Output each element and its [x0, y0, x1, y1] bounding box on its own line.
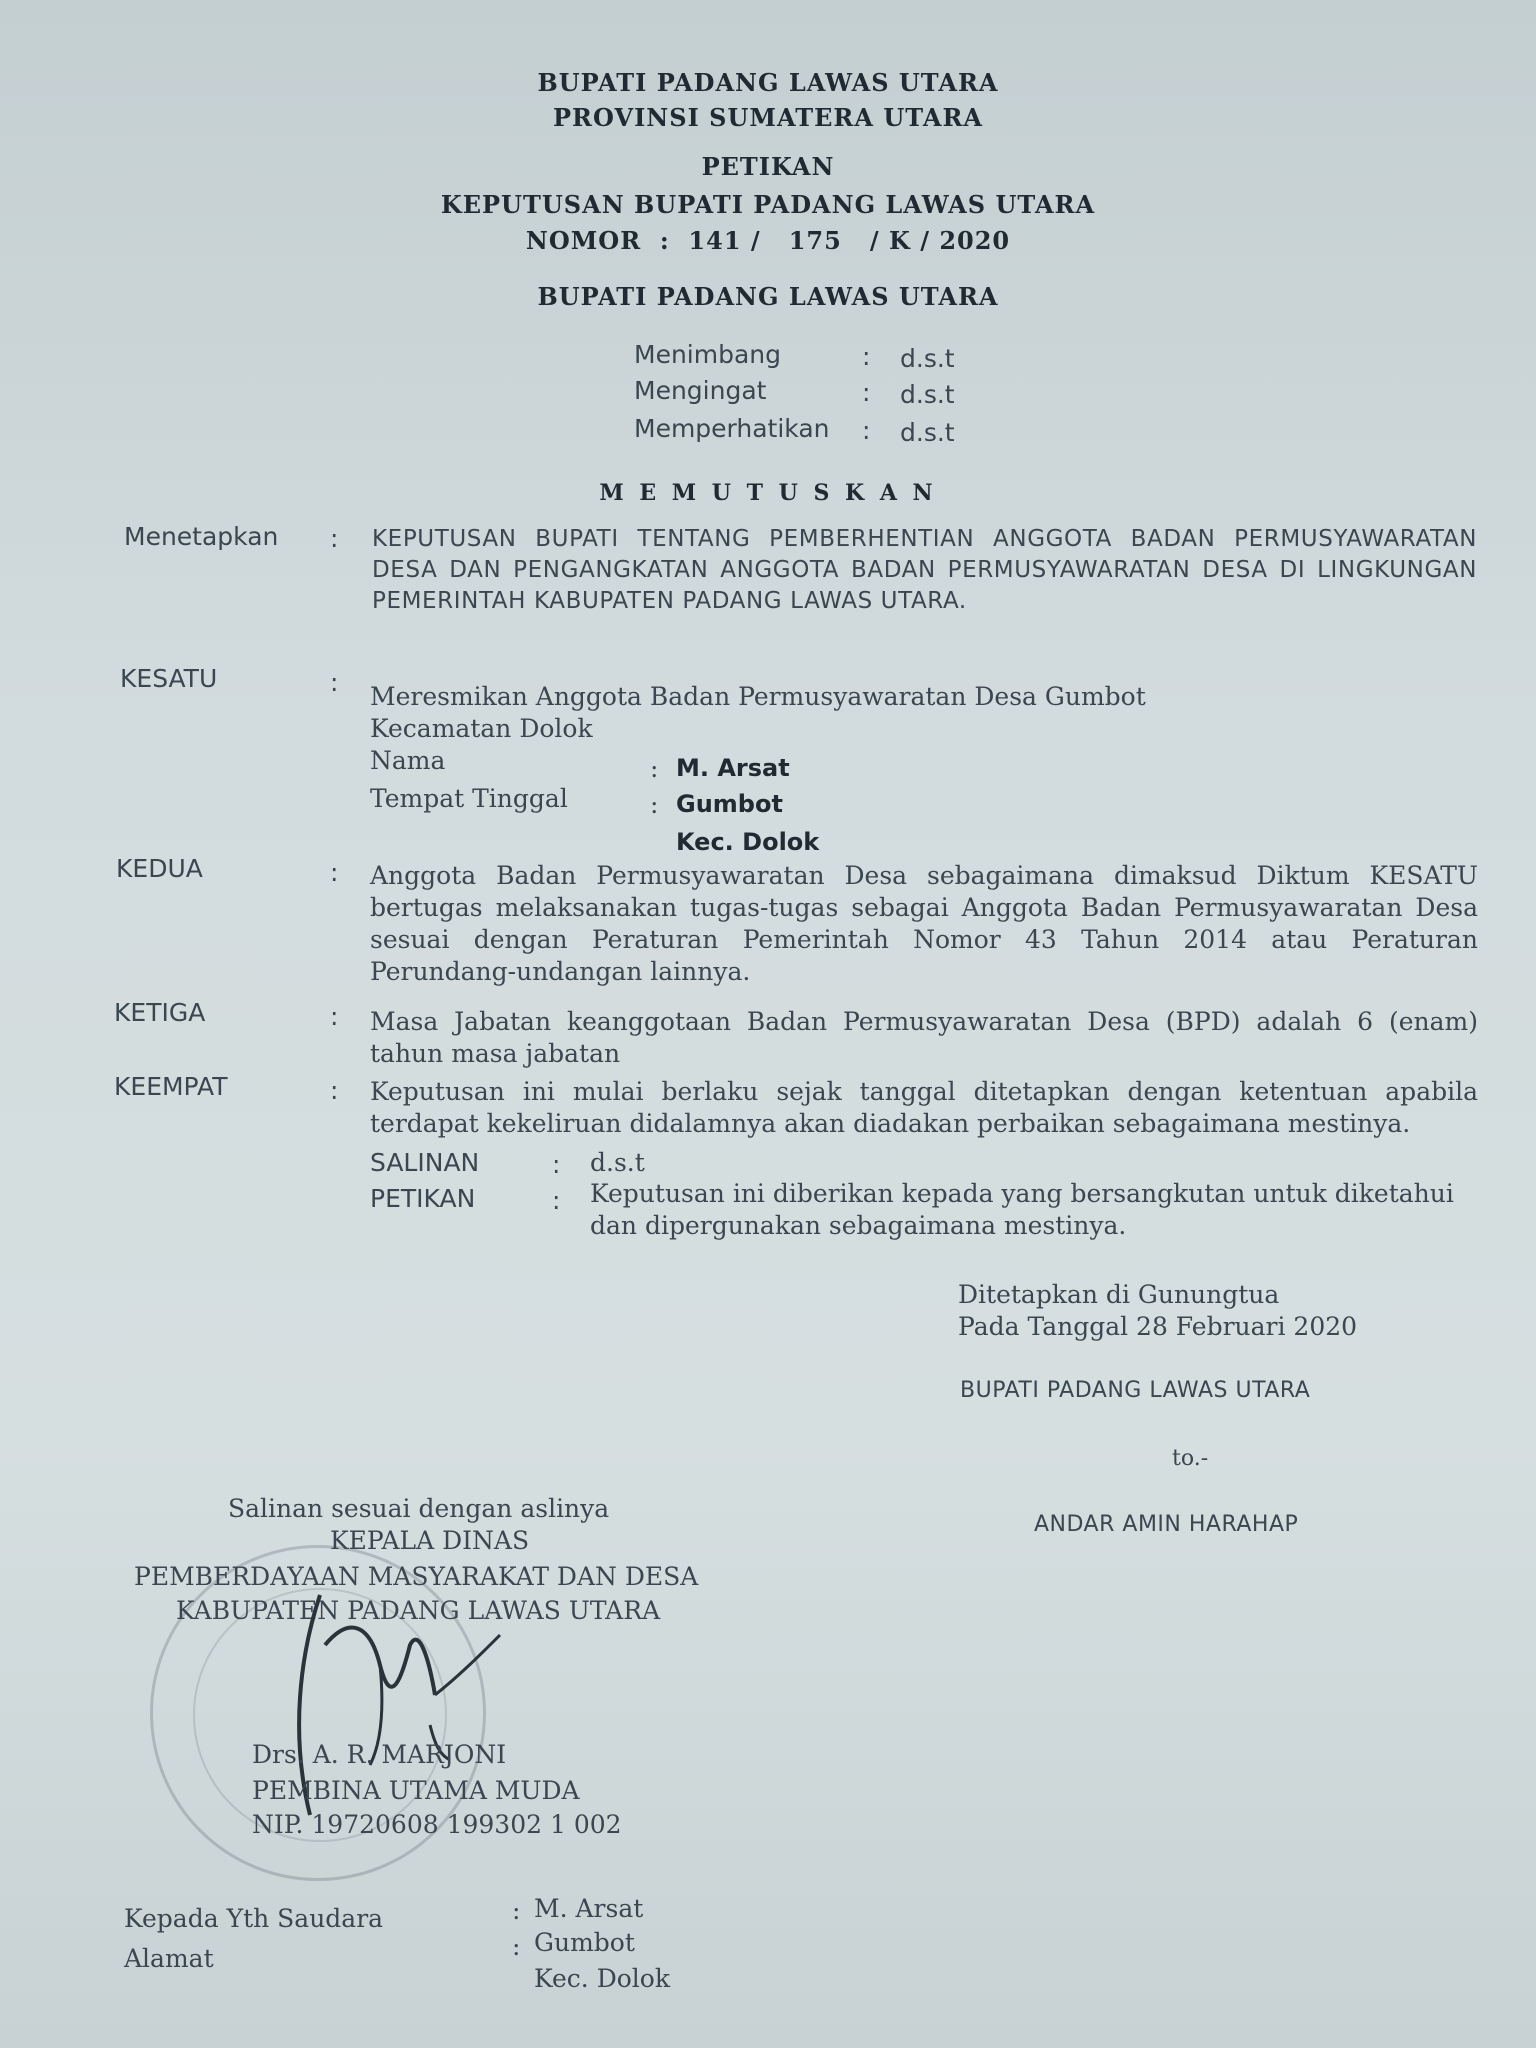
- kesatu-tempat-value: Gumbot: [676, 790, 783, 818]
- ketiga-text: Masa Jabatan keanggotaan Badan Permusyawaratan Desa (BPD) adalah 6 (enam) tahun masa jabatan: [370, 1007, 1478, 1068]
- kesatu-line2: Kecamatan Dolok: [370, 714, 593, 743]
- petikan-label: PETIKAN: [370, 1184, 476, 1213]
- memperhatikan-sep: :: [862, 416, 871, 445]
- signer-rank: PEMBINA UTAMA MUDA: [252, 1776, 580, 1805]
- kesatu-nama-value: M. Arsat: [676, 754, 790, 782]
- ketiga-label: KETIGA: [114, 998, 206, 1027]
- mengingat-sep: :: [862, 378, 871, 407]
- salinan-label: SALINAN: [370, 1148, 480, 1177]
- kesatu-nama-label: Nama: [370, 746, 446, 775]
- kedua-label: KEDUA: [116, 854, 203, 883]
- alamat-sep: :: [512, 1932, 521, 1961]
- signer-nip: NIP. 19720608 199302 1 002: [252, 1810, 622, 1839]
- salinan-sesuai-line4: KABUPATEN PADANG LAWAS UTARA: [176, 1596, 661, 1625]
- mengingat-label: Mengingat: [634, 376, 767, 405]
- memperhatikan-value: d.s.t: [900, 418, 955, 447]
- alamat-value: Gumbot: [534, 1928, 635, 1957]
- kepada-value: M. Arsat: [534, 1894, 644, 1923]
- menetapkan-sep: :: [330, 524, 339, 553]
- petikan-text: Keputusan ini diberikan kepada yang bersangkutan untuk diketahui dan dipergunakan sebagaimana mestinya.: [590, 1179, 1454, 1240]
- salinan-sesuai-line1: Salinan sesuai dengan aslinya: [228, 1494, 610, 1523]
- header-nomor: NOMOR : 141 / 175 / K / 2020: [525, 226, 1011, 255]
- kesatu-line1: Meresmikan Anggota Badan Permusyawaratan Desa Gumbot: [370, 682, 1146, 711]
- kedua-text: Anggota Badan Permusyawaratan Desa sebagaimana dimaksud Diktum KESATU bertugas melaksanakan tugas-tugas sebagai Anggota Badan Permusyawaratan Desa sesuai dengan Peraturan Pemerintah Nomor 43 Tahun 2014 atau Peraturan Perundang-undangan lainnya.: [370, 861, 1478, 986]
- header-keputusan: KEPUTUSAN BUPATI PADANG LAWAS UTARA: [440, 190, 1096, 219]
- keempat-label: KEEMPAT: [114, 1072, 228, 1101]
- header-petikan: PETIKAN: [701, 152, 835, 181]
- menetapkan-label: Menetapkan: [124, 522, 279, 551]
- mengingat-value: d.s.t: [900, 380, 955, 409]
- petikan-sep: :: [552, 1186, 561, 1215]
- menimbang-value: d.s.t: [900, 344, 955, 373]
- keempat-sep: :: [330, 1076, 339, 1105]
- kepada-sep: :: [512, 1896, 521, 1925]
- menetapkan-text: KEPUTUSAN BUPATI TENTANG PEMBERHENTIAN ANGGOTA BADAN PERMUSYAWARATAN DESA DAN PENGANGKATAN ANGGOTA BADAN PERMUSYAWARATAN DESA DI LINGKUNGAN PEMERINTAH KABUPATEN PADANG LAWAS UTARA.: [372, 526, 1477, 614]
- header-line1: BUPATI PADANG LAWAS UTARA: [537, 68, 999, 97]
- salinan-sesuai-line3: PEMBERDAYAAN MASYARAKAT DAN DESA: [134, 1562, 699, 1591]
- kesatu-tempat-value2: Kec. Dolok: [676, 828, 820, 856]
- ditetapkan-line1: Ditetapkan di Gunungtua: [958, 1280, 1280, 1309]
- kesatu-tempat-sep: :: [650, 790, 659, 819]
- alamat-value2: Kec. Dolok: [534, 1964, 670, 1993]
- ditetapkan-title: BUPATI PADANG LAWAS UTARA: [960, 1378, 1311, 1403]
- kesatu-sep: :: [330, 668, 339, 697]
- kesatu-nama-sep: :: [650, 754, 659, 783]
- salinan-value: d.s.t: [590, 1148, 645, 1177]
- signer-name: Drs. A. R. MARJONI: [252, 1740, 507, 1769]
- memutuskan-heading: M E M U T U S K A N: [599, 480, 937, 506]
- salinan-sesuai-line2: KEPALA DINAS: [330, 1526, 530, 1555]
- menimbang-label: Menimbang: [634, 340, 781, 369]
- ditetapkan-name: ANDAR AMIN HARAHAP: [1034, 1512, 1299, 1537]
- menimbang-sep: :: [862, 342, 871, 371]
- header-bupati: BUPATI PADANG LAWAS UTARA: [537, 282, 999, 311]
- header-line2: PROVINSI SUMATERA UTARA: [552, 103, 984, 132]
- ditetapkan-line2: Pada Tanggal 28 Februari 2020: [958, 1312, 1358, 1341]
- ketiga-sep: :: [330, 1002, 339, 1031]
- kesatu-label: KESATU: [120, 664, 218, 693]
- ditetapkan-to: to.-: [1172, 1446, 1209, 1471]
- kedua-sep: :: [330, 858, 339, 887]
- kesatu-tempat-label: Tempat Tinggal: [370, 784, 568, 813]
- keempat-text: Keputusan ini mulai berlaku sejak tanggal ditetapkan dengan ketentuan apabila terdapat kekeliruan didalamnya akan diadakan perbaikan sebagaimana mestinya.: [370, 1077, 1478, 1138]
- salinan-sep: :: [552, 1150, 561, 1179]
- kepada-label: Kepada Yth Saudara: [124, 1904, 384, 1933]
- alamat-label: Alamat: [124, 1944, 214, 1973]
- memperhatikan-label: Memperhatikan: [634, 414, 830, 443]
